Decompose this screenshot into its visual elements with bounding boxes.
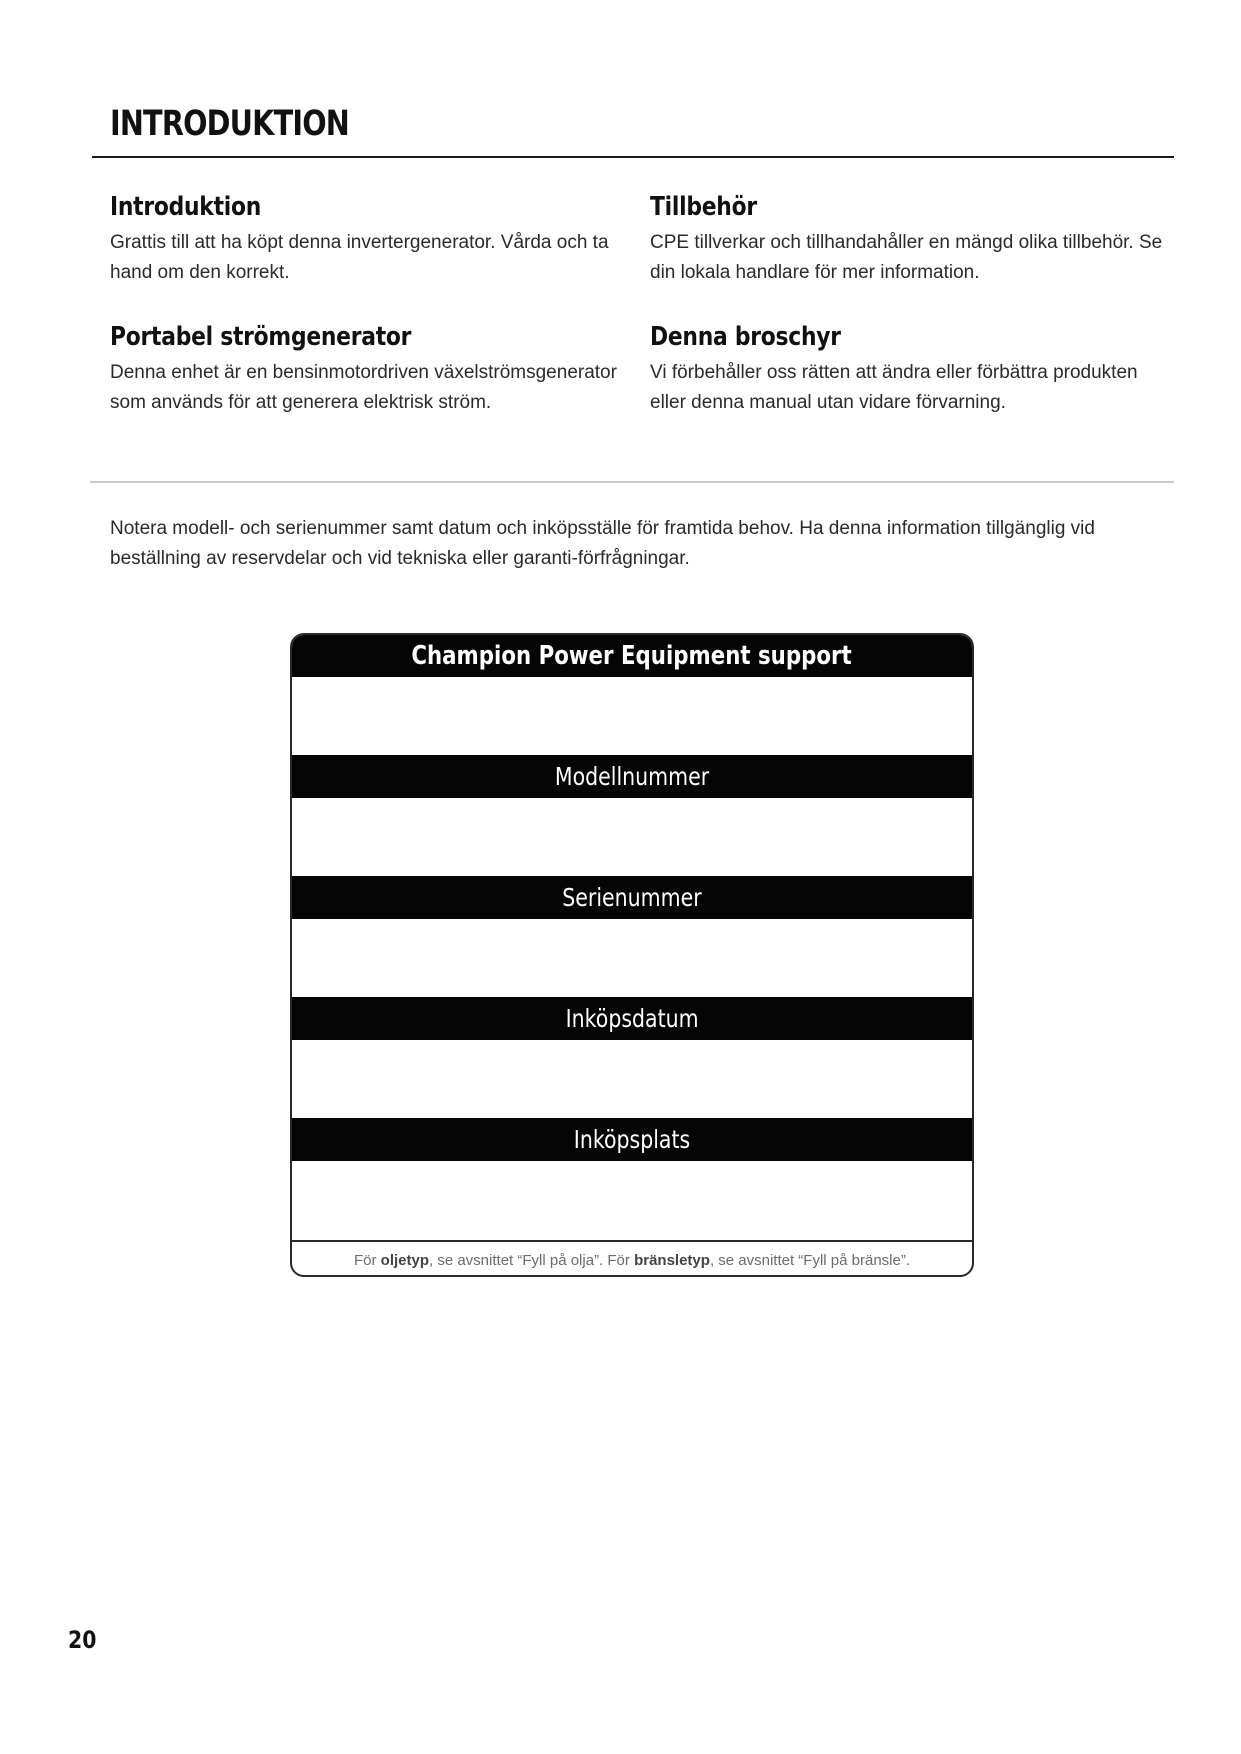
title-rule bbox=[92, 156, 1174, 158]
section-divider bbox=[90, 481, 1174, 483]
purchase-place-field[interactable] bbox=[292, 1161, 972, 1242]
support-card bbox=[290, 633, 974, 1277]
serial-number-field[interactable] bbox=[292, 919, 972, 997]
section-body: Vi förbehåller oss rätten att ändra eller förbättra produkten eller denna manual utan vidare förvarning. bbox=[650, 362, 1138, 413]
fuel-type-term: bränsletyp bbox=[634, 1252, 710, 1269]
section-brochure bbox=[650, 322, 1170, 418]
section-body: Denna enhet är en bensinmotordriven växelströmsgenerator som används för att generera elektrisk ström. bbox=[110, 362, 617, 413]
oil-type-term: oljetyp bbox=[380, 1252, 429, 1269]
section-heading: Introduktion bbox=[110, 192, 262, 222]
section-accessories bbox=[650, 192, 1170, 288]
purchase-date-label: Inköpsdatum bbox=[292, 997, 972, 1040]
serial-number-label: Serienummer bbox=[292, 876, 972, 919]
model-number-field[interactable] bbox=[292, 798, 972, 876]
page-title: INTRODUKTION bbox=[110, 104, 349, 144]
blank-field-area bbox=[292, 677, 972, 755]
section-heading: Tillbehör bbox=[650, 192, 757, 222]
purchase-place-label: Inköpsplats bbox=[292, 1118, 972, 1161]
support-card-title: Champion Power Equipment support bbox=[292, 635, 972, 677]
model-number-label: Modellnummer bbox=[292, 755, 972, 798]
section-body: CPE tillverkar och tillhandahåller en mängd olika tillbehör. Se din lokala handlare för mer information. bbox=[650, 232, 1163, 283]
section-heading: Denna broschyr bbox=[650, 322, 841, 352]
section-portable-generator bbox=[110, 322, 630, 418]
record-note: Notera modell- och serienummer samt datum och inköpsställe för framtida behov. Ha denna information tillgänglig vid beställning av reservdelar och vid tekniska eller garanti-förfrågningar. bbox=[110, 518, 1095, 569]
section-heading: Portabel strömgenerator bbox=[110, 322, 412, 352]
support-card-footer: För oljetyp, se avsnittet “Fyll på olja”. För bränsletyp, se avsnittet “Fyll på bränsle”. bbox=[353, 1252, 911, 1269]
section-introduction bbox=[110, 192, 630, 288]
purchase-date-field[interactable] bbox=[292, 1040, 972, 1118]
section-body: Grattis till att ha köpt denna invertergenerator. Vårda och ta hand om den korrekt. bbox=[110, 232, 609, 283]
page-number: 20 bbox=[68, 1626, 97, 1654]
